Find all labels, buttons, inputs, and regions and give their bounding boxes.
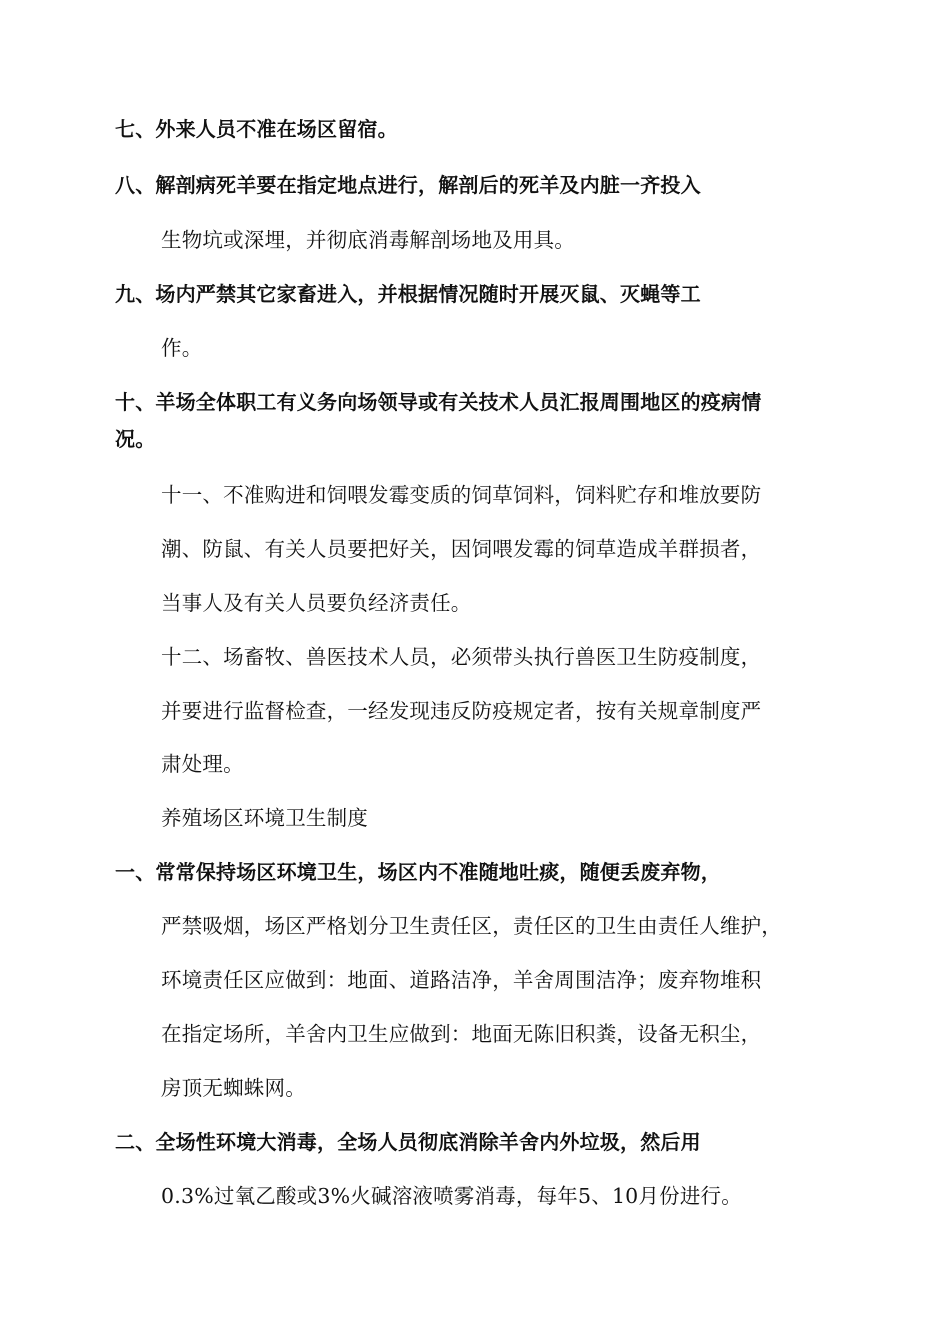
env-item-2-line-2: 0.3%过氧乙酸或3%火碱溶液喷雾消毒，每年5、10月份进行。 (161, 1184, 742, 1208)
env-item-1-line-2: 严禁吸烟，场区严格划分卫生责任区，责任区的卫生由责任人维护， (161, 914, 782, 938)
item-8-continuation: 生物坑或深埋，并彻底消毒解剖场地及用具。 (161, 228, 575, 252)
section-heading: 养殖场区环境卫生制度 (161, 806, 368, 830)
item-12-line-3: 肃处理。 (161, 752, 244, 776)
item-11-line-2: 潮、防鼠、有关人员要把好关，因饲喂发霉的饲草造成羊群损者， (161, 537, 762, 561)
item-7-text: 七、外来人员不准在场区留宿。 (115, 117, 398, 141)
env-item-2-text: 二、全场性环境大消毒，全场人员彻底消除羊舍内外垃圾，然后用 (115, 1130, 701, 1154)
env-item-1-line-4: 在指定场所，羊舍内卫生应做到：地面无陈旧积粪，设备无积尘， (161, 1022, 762, 1046)
env-item-1-line-3: 环境责任区应做到：地面、道路洁净，羊舍周围洁净；废弃物堆积 (161, 968, 762, 992)
env-item-1-line-5: 房顶无蜘蛛网。 (161, 1076, 306, 1100)
item-12-text: 十二、场畜牧、兽医技术人员，必须带头执行兽医卫生防疫制度， (161, 645, 762, 669)
item-9-continuation: 作。 (161, 336, 203, 360)
item-10-continuation: 况。 (115, 427, 156, 451)
item-10-text: 十、羊场全体职工有义务向场领导或有关技术人员汇报周围地区的疫病情 (115, 390, 762, 414)
env-item-1-text: 一、常常保持场区环境卫生，场区内不准随地吐痰，随便丢废弃物， (115, 860, 721, 884)
item-11-line-3: 当事人及有关人员要负经济责任。 (161, 591, 472, 615)
item-9-text: 九、场内严禁其它家畜进入，并根据情况随时开展灭鼠、灭蝇等工 (115, 282, 701, 306)
item-12-line-2: 并要进行监督检查，一经发现违反防疫规定者，按有关规章制度严 (161, 699, 762, 723)
item-11-text: 十一、不准购进和饲喂发霉变质的饲草饲料，饲料贮存和堆放要防 (161, 483, 762, 507)
item-8-text: 八、解剖病死羊要在指定地点进行，解剖后的死羊及内脏一齐投入 (115, 173, 701, 197)
